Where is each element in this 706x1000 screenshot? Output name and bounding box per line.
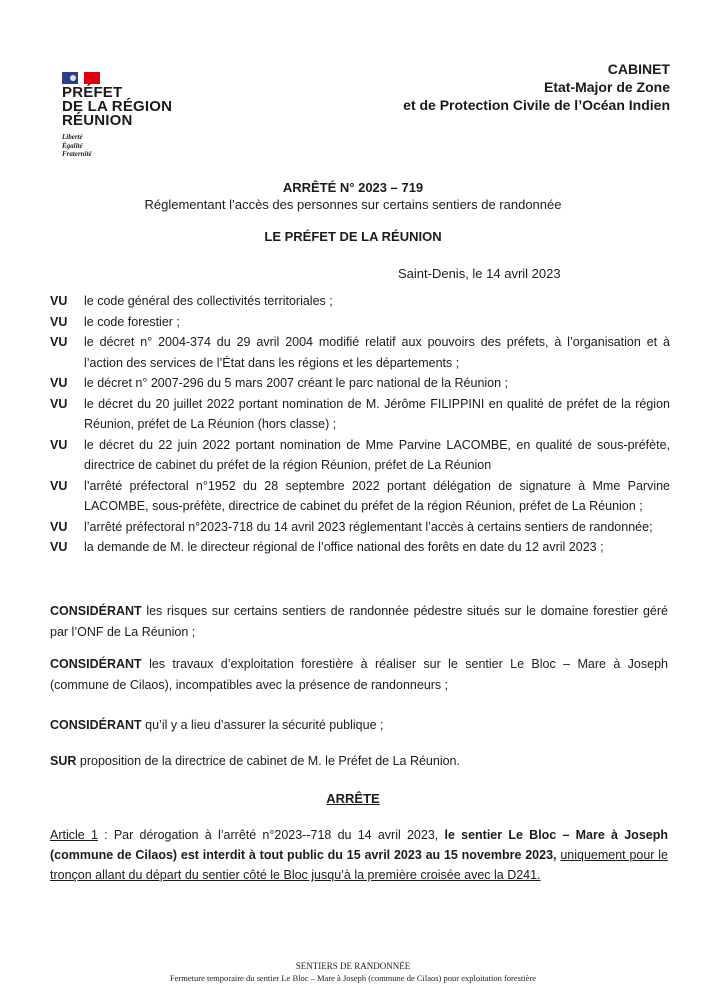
vu-item [50, 435, 670, 476]
vu-text: le code général des collectivités territoriales ; [84, 294, 333, 308]
considerant-keyword: CONSIDÉRANT [50, 657, 142, 671]
logo-line-2: DE LA RÉGION [62, 98, 173, 115]
vu-text: le décret du 22 juin 2022 portant nomination de Mme Parvine LACOMBE, en qualité de sous-préfète, directrice de cabinet du préfet de la région Réunion, préfet de La Réunion [84, 437, 670, 472]
vu-item [50, 517, 670, 538]
article-label: Article 1 [50, 828, 98, 842]
vu-keyword: VU [50, 478, 68, 493]
service-header [403, 60, 670, 114]
prefecture-logo [62, 72, 172, 159]
sur-proposition [50, 751, 668, 772]
vu-text: le décret du 20 juillet 2022 portant nomination de M. Jérôme FILIPPINI en qualité de préfet de la région Réunion, préfet de La Réunion (hors classe) ; [84, 396, 670, 431]
motto-fraternite: Fraternité [62, 150, 92, 158]
footer-subtitle: Fermeture temporaire du sentier Le Bloc – Mare à Joseph (commune de Cilaos) pour exploitation forestière [169, 973, 537, 983]
considerant-keyword: CONSIDÉRANT [50, 604, 142, 618]
vu-item [50, 312, 670, 333]
vu-keyword: VU [50, 519, 68, 534]
authority-heading: LE PRÉFET DE LA RÉUNION [264, 229, 442, 244]
vu-list [50, 291, 670, 558]
vu-item [50, 373, 670, 394]
vu-text: le code forestier ; [84, 314, 180, 329]
vu-item [50, 291, 670, 312]
vu-text: le décret n° 2004-374 du 29 avril 2004 modifié relatif aux pouvoirs des préfets, à l’organisation et à l’action des services de l’État dans les régions et les départements ; [84, 335, 670, 370]
vu-keyword: VU [50, 314, 68, 329]
vu-item [50, 332, 670, 373]
considerant-keyword: CONSIDÉRANT [50, 718, 142, 732]
sur-text: proposition de la directrice de cabinet de M. le Préfet de La Réunion. [79, 754, 460, 768]
article-1 [50, 825, 668, 885]
vu-keyword: VU [50, 540, 68, 554]
considerant-text: les travaux d’exploitation forestière à réaliser sur le sentier Le Bloc – Mare à Joseph (commune de Cilaos), incompatibles avec la présence de randonneurs ; [50, 657, 668, 692]
vu-keyword: VU [50, 396, 68, 411]
vu-item [50, 537, 670, 558]
vu-keyword: VU [50, 294, 68, 308]
footer-title: SENTIERS DE RANDONNÉE [295, 961, 411, 971]
vu-keyword: VU [50, 376, 68, 390]
motto-egalite: Égalité [62, 141, 83, 150]
marianne-flag-icon [62, 72, 102, 84]
service-line-3: et de Protection Civile de l’Océan Indien [403, 97, 670, 113]
vu-item [50, 476, 670, 517]
vu-text: la demande de M. le directeur régional de l’office national des forêts en date du 12 avril 2023 ; [84, 540, 604, 554]
sur-keyword: SUR [50, 754, 77, 768]
motto [62, 133, 172, 159]
considerant-1 [50, 601, 668, 643]
considerant-text: qu’il y a lieu d’assurer la sécurité publique ; [145, 718, 384, 732]
logo-line-1: PRÉFET [62, 84, 123, 101]
considerant-2 [50, 654, 668, 696]
vu-text: le décret n° 2007-296 du 5 mars 2007 créant le parc national de la Réunion ; [84, 376, 509, 390]
article-bold-text: le sentier Le Bloc – Mare à Joseph (commune de Cilaos) est interdit à tout public du 15 avril 2023 au 15 novembre 2023, [50, 828, 668, 862]
vu-item [50, 394, 670, 435]
considerant-3 [50, 715, 668, 736]
decree-subtitle: Réglementant l’accès des personnes sur certains sentiers de randonnée [144, 197, 562, 212]
service-line-1: CABINET [607, 61, 670, 77]
article-intro: : Par dérogation à l’arrêté n°2023--718 du 14 avril 2023, [97, 828, 445, 842]
vu-text: l’arrêté préfectoral n°2023-718 du 14 avril 2023 réglementant l’accès à certains sentiers de randonnée; [84, 519, 653, 534]
vu-keyword: VU [50, 335, 68, 349]
service-line-2: Etat-Major de Zone [543, 79, 670, 95]
motto-liberte: Liberté [62, 133, 83, 141]
article-underlined-text: uniquement pour le tronçon allant du départ du sentier côté le Bloc jusqu’à la première croisée avec la D241. [50, 848, 668, 882]
vu-keyword: VU [50, 437, 68, 452]
logo-title [62, 86, 172, 128]
considerant-text: les risques sur certains sentiers de randonnée pédestre situés sur le domaine forestier géré par l’ONF de La Réunion ; [50, 604, 668, 639]
arrete-heading: ARRÊTE [326, 791, 380, 806]
decree-number: ARRÊTÉ N° 2023 – 719 [282, 180, 424, 195]
vu-text: l’arrêté préfectoral n°1952 du 28 septembre 2022 portant délégation de signature à Mme Parvine LACOMBE, sous-préfète, directrice de cabinet du préfet de la région Réunion, préfet de La Réunion ; [84, 478, 670, 513]
logo-line-3: RÉUNION [62, 112, 133, 129]
place-date: Saint-Denis, le 14 avril 2023 [398, 266, 561, 281]
